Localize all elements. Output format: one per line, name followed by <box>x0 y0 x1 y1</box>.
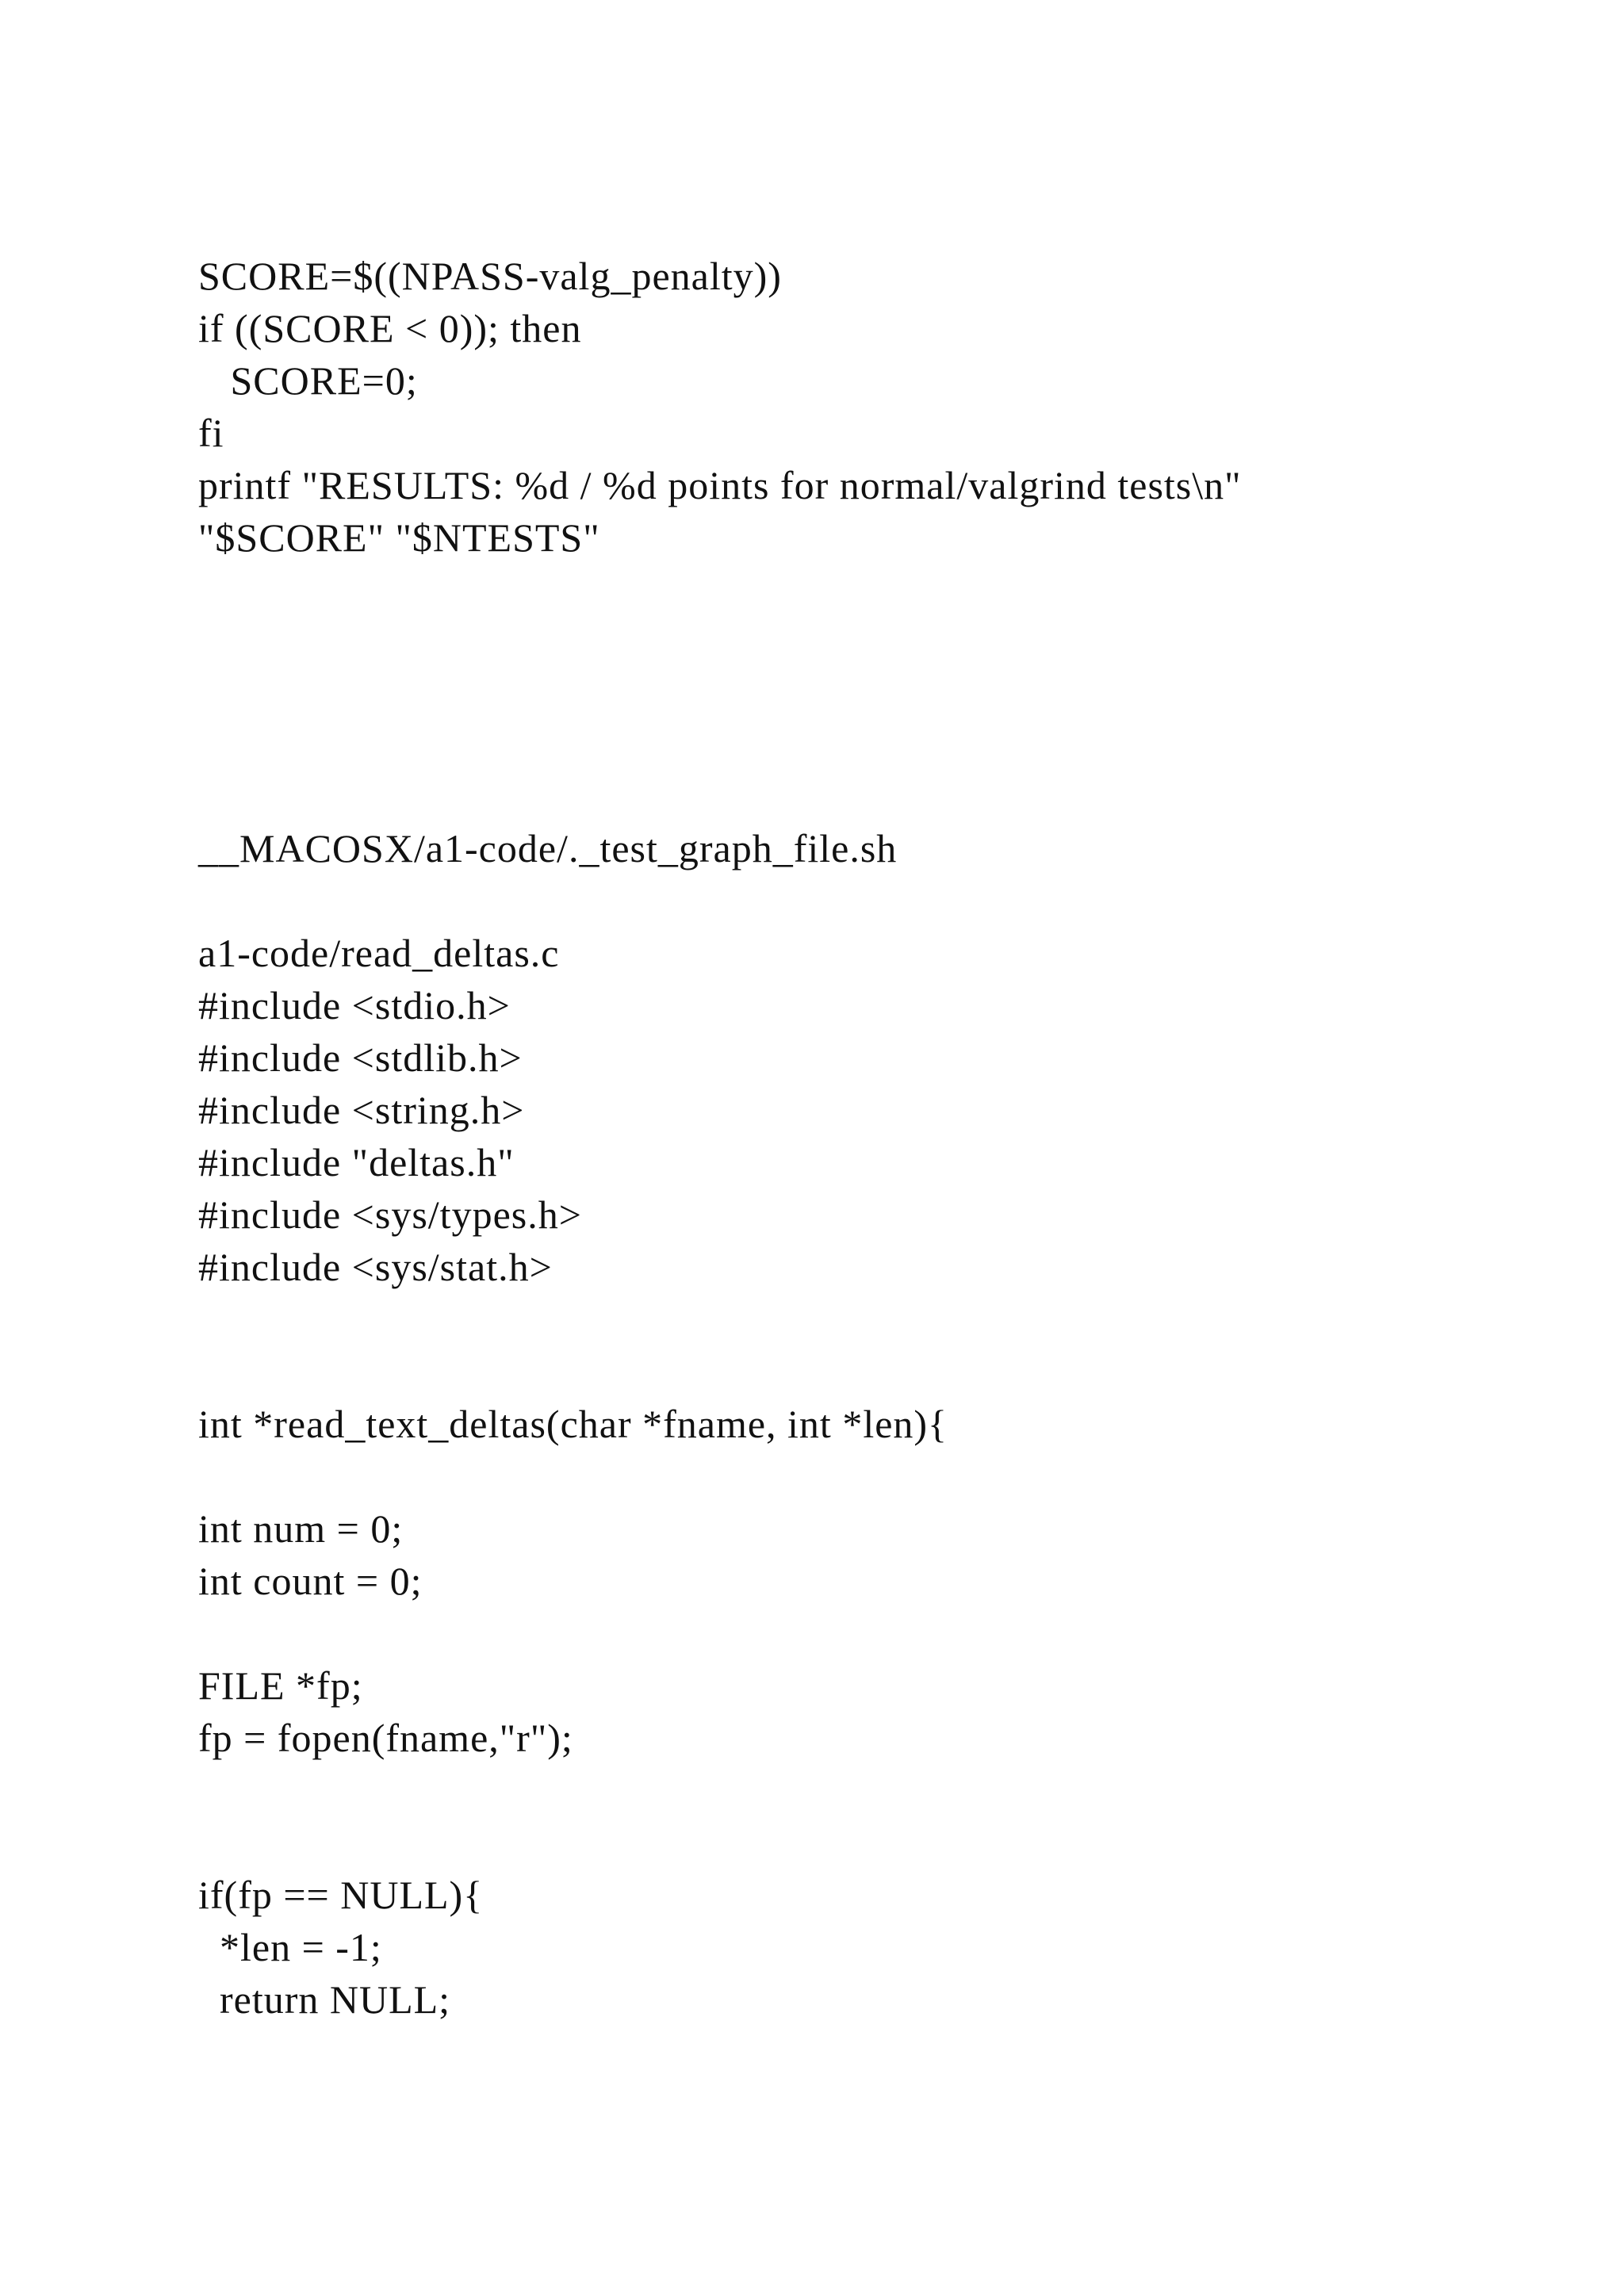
code-line-include-sys-stat: #include <sys/stat.h> <box>198 1245 553 1289</box>
code-line-int-count: int count = 0; <box>198 1559 423 1603</box>
file-path-read-deltas: a1-code/read_deltas.c <box>198 931 560 975</box>
code-line-include-string: #include <string.h> <box>198 1088 525 1132</box>
code-line-file-fp: FILE *fp; <box>198 1663 363 1708</box>
code-line-include-stdio: #include <stdio.h> <box>198 983 511 1027</box>
code-line-score-assign: SCORE=$((NPASS-valg_penalty)) <box>198 254 782 298</box>
code-line-printf: printf "RESULTS: %d / %d points for normal/valgrind tests\n" <box>198 463 1242 507</box>
code-line-fopen: fp = fopen(fname,"r"); <box>198 1716 573 1760</box>
code-line-include-deltas: #include "deltas.h" <box>198 1140 515 1184</box>
code-line-include-sys-types: #include <sys/types.h> <box>198 1192 582 1237</box>
code-line-function-signature: int *read_text_deltas(char *fname, int *len){ <box>198 1402 948 1446</box>
file-path-macosx: __MACOSX/a1-code/._test_graph_file.sh <box>198 826 898 871</box>
code-line-score-zero: SCORE=0; <box>198 358 418 403</box>
code-line-fi: fi <box>198 411 224 455</box>
code-line-len-minus-one: *len = -1; <box>198 1925 382 1969</box>
code-line-if-null: if(fp == NULL){ <box>198 1873 484 1917</box>
code-line-int-num: int num = 0; <box>198 1506 404 1551</box>
code-line-if-score: if ((SCORE < 0)); then <box>198 306 582 350</box>
code-line-printf-args: "$SCORE" "$NTESTS" <box>198 515 600 560</box>
code-line-return-null: return NULL; <box>198 1977 451 2022</box>
code-line-include-stdlib: #include <stdlib.h> <box>198 1035 523 1080</box>
